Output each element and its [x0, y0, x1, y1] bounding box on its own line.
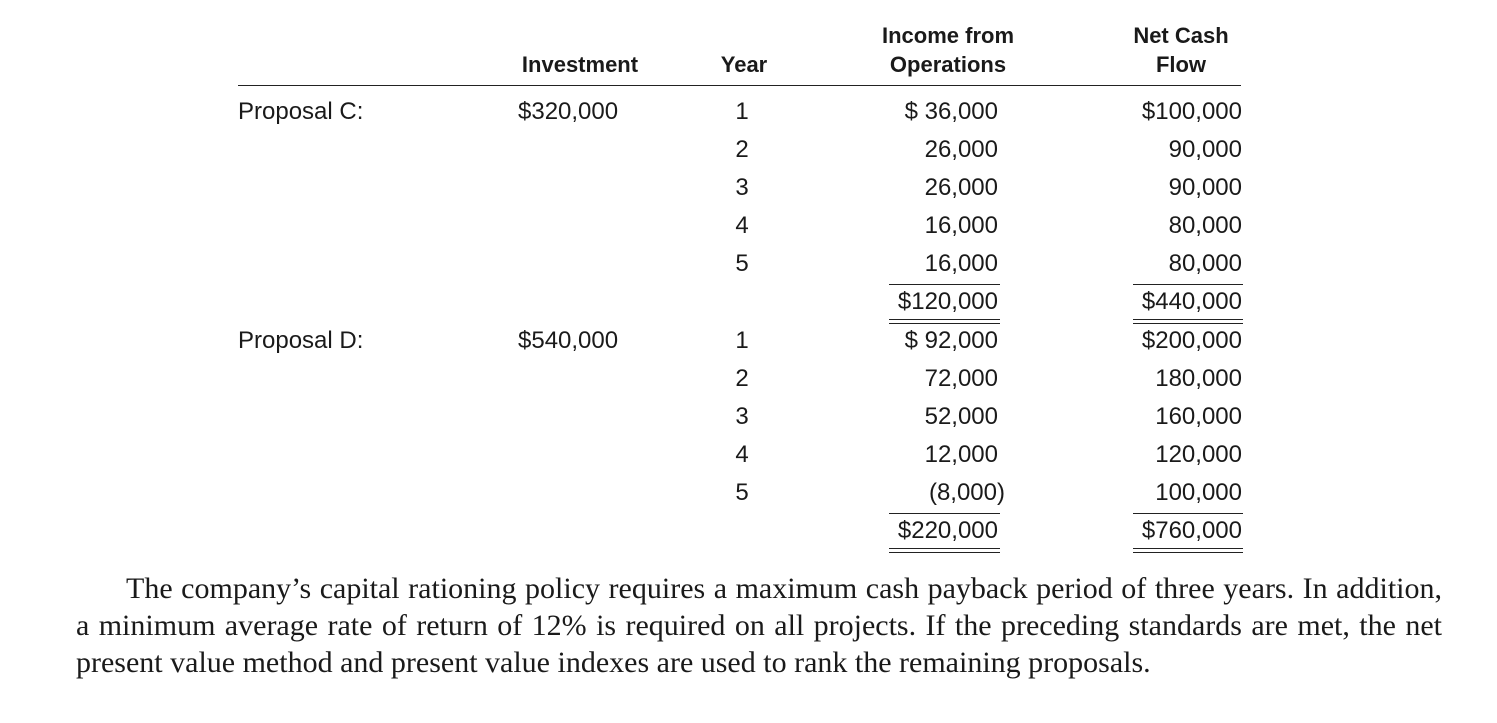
proposal-c-cash-total-double-rule: [1133, 319, 1243, 324]
proposal-c-year-4: 4: [735, 212, 749, 239]
header-income-line1: Income from: [881, 23, 1015, 48]
proposal-c-cash-subtotal-rule: [1133, 284, 1243, 285]
header-investment: Investment: [521, 52, 639, 77]
proposal-d-cash-4: 120,000: [1155, 441, 1242, 468]
proposal-d-year-3: 3: [735, 403, 749, 430]
proposal-c-cash-4: 80,000: [1168, 212, 1242, 239]
proposal-c-cash-1: $100,000: [1141, 98, 1242, 125]
proposal-c-total-income: $120,000: [897, 288, 998, 315]
proposal-d-year-1: 1: [735, 327, 749, 354]
proposal-d-year-2: 2: [735, 365, 749, 392]
header-income-from-operations: [858, 21, 1038, 79]
proposal-c-total-cash: $440,000: [1141, 288, 1242, 315]
proposal-d-total-cash: $760,000: [1141, 517, 1242, 544]
proposal-c-investment: $320,000: [518, 98, 619, 125]
proposal-c-income-total-double-rule: [889, 319, 1000, 324]
policy-paragraph-text: The company’s capital rationing policy requires a maximum cash payback period of three years. In addition, a minimum average rate of return of 12% is required on all projects. If the preceding standards are met, the net present value method and present value indexes are used to rank the remaining proposals.: [76, 572, 1442, 679]
proposal-c-income-subtotal-rule: [889, 284, 1000, 285]
proposal-c-cash-5: 80,000: [1168, 250, 1242, 277]
proposal-c-income-5: 16,000: [924, 250, 998, 277]
proposal-d-income-2: 72,000: [924, 365, 998, 392]
proposal-c-income-4: 16,000: [924, 212, 998, 239]
proposal-d-cash-3: 160,000: [1155, 403, 1242, 430]
proposal-c-income-2: 26,000: [924, 136, 998, 163]
proposal-d-income-4: 12,000: [924, 441, 998, 468]
proposal-d-label: Proposal D:: [238, 327, 364, 354]
proposal-d-cash-2: 180,000: [1155, 365, 1242, 392]
proposal-d-cash-total-double-rule: [1133, 548, 1243, 553]
proposal-d-year-4: 4: [735, 441, 749, 468]
proposal-d-income-1: $ 92,000: [904, 327, 998, 354]
proposal-c-income-1: $ 36,000: [904, 98, 998, 125]
proposal-d-investment: $540,000: [518, 327, 619, 354]
proposal-d-income-total-double-rule: [889, 548, 1000, 553]
proposal-d-total-income: $220,000: [897, 517, 998, 544]
proposal-d-cash-5: 100,000: [1155, 479, 1242, 506]
header-income-line2: Operations: [889, 52, 1007, 77]
header-cash-line1: Net Cash: [1133, 23, 1229, 48]
proposal-d-income-subtotal-rule: [889, 513, 1000, 514]
proposal-c-cash-3: 90,000: [1168, 174, 1242, 201]
proposal-c-year-1: 1: [735, 98, 749, 125]
proposal-d-income-5: (8,000): [928, 479, 1005, 506]
proposal-c-label: Proposal C:: [238, 98, 364, 125]
proposal-c-year-3: 3: [735, 174, 749, 201]
proposal-d-cash-1: $200,000: [1141, 327, 1242, 354]
header-rule: [238, 85, 1241, 86]
header-year: Year: [720, 52, 768, 77]
header-cash-line2: Flow: [1155, 52, 1207, 77]
proposal-d-cash-subtotal-rule: [1133, 513, 1243, 514]
proposal-c-income-3: 26,000: [924, 174, 998, 201]
proposal-c-cash-2: 90,000: [1168, 136, 1242, 163]
proposal-c-year-2: 2: [735, 136, 749, 163]
proposal-c-year-5: 5: [735, 250, 749, 277]
policy-paragraph: [76, 570, 1442, 681]
proposal-d-income-3: 52,000: [924, 403, 998, 430]
proposal-d-year-5: 5: [735, 479, 749, 506]
header-net-cash-flow: [1110, 21, 1252, 79]
